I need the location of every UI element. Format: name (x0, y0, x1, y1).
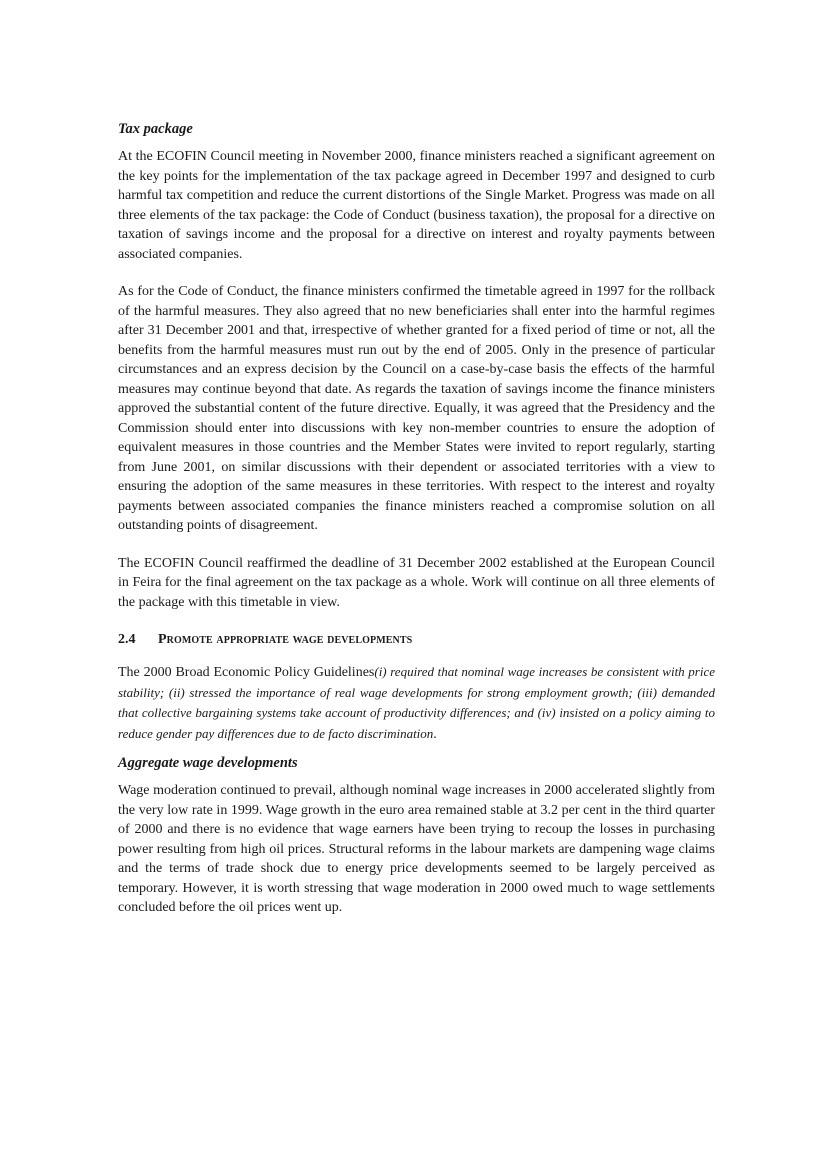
tax-package-paragraph-2: As for the Code of Conduct, the finance ministers confirmed the timetable agreed in 1997 for the rollback of the harmful measures. They also agreed that no new beneficiaries shall enter into the harmful regimes after 31 December 2001 and that, irrespective of whether granted for a fixed period of time or not, all the benefits from the harmful measures must run out by the end of 2005. Only in the presence of particular circumstances and an express decision by the Council on a case-by-case basis the effects of the harmful measures may continue beyond that date. As regards the taxation of savings income the finance ministers approved the substantial content of the future directive. Equally, it was agreed that the Presidency and the Commission should enter into discussions with key non-member countries to ensure the adoption of equivalent measures in those countries and the Member States were invited to report regularly, starting from June 2001, on similar discussions with their dependent or associated territories with a view to ensuring the adoption of the same measures in these territories. With respect to the interest and royalty payments between associated companies the finance ministers reached a compromise solution on all outstanding points of disagreement. (118, 284, 715, 533)
tax-package-paragraph-3: The ECOFIN Council reaffirmed the deadline of 31 December 2002 established at the European Council in Feira for the final agreement on the tax package as a whole. Work will continue on all three elements of the package with this timetable in view. (118, 555, 715, 610)
tax-package-heading: Tax package (118, 121, 193, 137)
section-number: 2.4 (118, 632, 136, 647)
aggregate-wage-heading: Aggregate wage developments (118, 755, 298, 771)
section-title: Promote appropriate wage developments (158, 632, 413, 647)
guidelines-paragraph (118, 662, 715, 744)
document-page (118, 118, 715, 918)
aggregate-wage-paragraph: Wage moderation continued to prevail, although nominal wage increases in 2000 accelerated slightly from the very low rate in 1999. Wage growth in the euro area remained stable at 3.2 per cent in the third quarter of 2000 and there is no evidence that wage earners have been trying to recoup the losses in purchasing power resulting from high oil prices. Structural reforms in the labour markets are dampening wage claims and the terms of trade shock due to energy price developments seemed to be largely perceived as temporary. However, it is worth stressing that wage moderation in 2000 owed much to wage settlements concluded before the oil prices went up. (118, 783, 715, 915)
section-heading (118, 630, 715, 650)
guidelines-lead: The 2000 Broad Economic Policy Guidelines (118, 665, 375, 680)
tax-package-paragraph-1: At the ECOFIN Council meeting in November 2000, finance ministers reached a significant agreement on the key points for the implementation of the tax package agreed in December 1997 and designed to curb harmful tax competition and reduce the current distortions of the Single Market. Progress was made on all three elements of the tax package: the Code of Conduct (business taxation), the proposal for a directive on taxation of savings income and the proposal for a directive on interest and royalty payments between associated companies. (118, 149, 715, 262)
guidelines-end: . (433, 726, 437, 742)
guidelines-italic: (i) required that nominal wage increases be consistent with price stability; (ii) stressed the importance of real wage developments for strong employment growth; (iii) demanded that collective bargaining systems take account of productivity differences; and (iv) insisted on a policy aiming to reduce gender pay differences due to de facto discrimination (118, 664, 715, 741)
